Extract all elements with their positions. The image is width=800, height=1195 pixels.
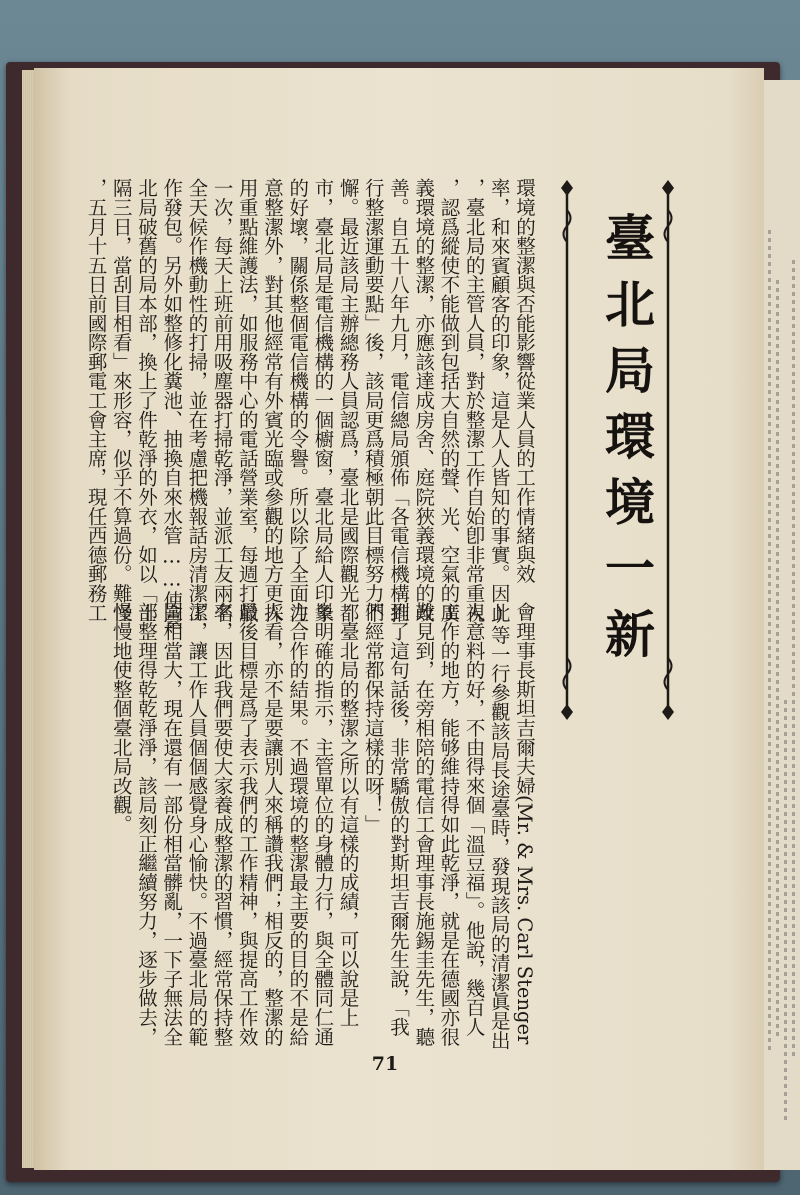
text-column: 的好壞，關係整個電信機構的令譽。所以除了全面注 [286,178,310,622]
text-column: 最後目標是爲了表示我們的工作精神，與提高工作效 [235,602,259,1046]
text-column: 善。自五十八年九月，電信總局頒佈「各電信機構推 [387,178,410,622]
page-number: 71 [371,1053,399,1075]
text-column: 到了這句話後，非常驕傲的對斯坦吉爾先生說，「我 [387,602,410,1037]
text-column: 峯明確的指示，主管單位的身體力行，與全體同仁通 [311,602,335,1046]
text-column: )等一行參觀該局長途臺時，發現該局的清潔眞是出 [487,602,511,1050]
text-column: ，五月十五日前國際郵電工會主席，現任西德郵務工 [84,178,108,622]
text-column [510,602,538,1044]
text-column: 隔三日，當刮目相看」來形容，似乎不算過份。難怪 [109,178,133,622]
text-column: 市，臺北局是電信機構的一個櫥窗，臺北局給人印象 [311,178,335,622]
text-column: ，臺北局的主管人員，對於整潔工作自始卽非常重視 [462,178,486,622]
text-column: 率，因此我們要使大家養成整潔的習慣，經常保持整 [210,602,234,1046]
ornamental-rule-right [660,180,676,720]
text-column: 慢慢地使整個臺北局改觀。 [109,602,133,834]
text-column: 環境的整潔與否能影響從業人員的工作情緒與效 [513,178,536,584]
text-column: 圍相當大，現在還有一部份相當髒亂，一下子無法全 [160,602,184,1046]
text-column: 潔，讓工作人員個個感覺身心愉快。不過臺北局的範 [185,602,209,1046]
text-column: 臺北局的整潔之所以有這樣的成績，可以說是上 [336,602,360,1027]
text-column: 人意料的好，不由得來個「溫豆福」。他說，幾百人 [462,602,486,1037]
text-column: 力合作的結果。不過環境的整潔最主要的目的不是給 [286,602,310,1046]
ornamental-rule-left [559,180,575,720]
text-column: 作發包。另外如整修化糞池、抽換自來水管……使臺 [160,178,184,629]
text-column: 率，和來賓顧客的印象，這是人人皆知的事實。因此 [487,178,511,622]
text-column: 一次，每天上班前用吸塵器打掃乾淨，並派工友兩名 [210,178,234,622]
english-name: (Mr. & Mrs. Carl Stenger [513,795,536,1045]
text-column: 工作的地方，能够維持得如此乾淨，就是在德國亦很 [437,602,461,1046]
text-column: 意整潔外，對其他經常有外賓光臨或參觀的地方更採 [261,178,284,622]
ghost-text-line [776,280,779,1040]
text-column: 人看，亦不是要讓別人來稱讚我們；相反的，整潔的 [261,602,284,1046]
ghost-text-line [792,260,795,1060]
ghost-text-line [784,700,787,1120]
article-title: 臺北局環境一新 [597,212,655,674]
text-column: 部整理得乾乾淨淨，該局刻正繼續努力，逐步做去， [135,602,158,1046]
text-column: 義環境的整潔，亦應該達成房舍、庭院狹義環境的改 [412,178,436,622]
text-segment: 會理事長斯坦吉爾夫婦 [513,602,536,796]
next-page-edge [762,80,800,1170]
text-column: 全天候作機動性的打掃，並在考慮把機報話房清潔工 [185,178,209,622]
text-column: ，認爲縱使不能做到包括大自然的聲、光、空氣的廣 [437,178,461,622]
ghost-text-line [768,230,771,1050]
text-column: 北局破舊的局本部，換上了件乾淨的外衣，如以「士 [135,178,158,622]
text-column: 懈。最近該局主辦總務人員認爲，臺北是國際觀光都 [336,178,360,622]
text-column: 用重點維護法，如服務中心的電話營業室，每週打臘 [235,178,259,622]
text-column: 們經常都保持這樣的呀！」 [361,602,385,834]
text-column: 難見到，在旁相陪的電信工會理事長施錫圭先生，聽 [412,602,436,1046]
text-column: 行整潔運動要點」後，該局更爲積極朝此目標努力不 [361,178,385,622]
